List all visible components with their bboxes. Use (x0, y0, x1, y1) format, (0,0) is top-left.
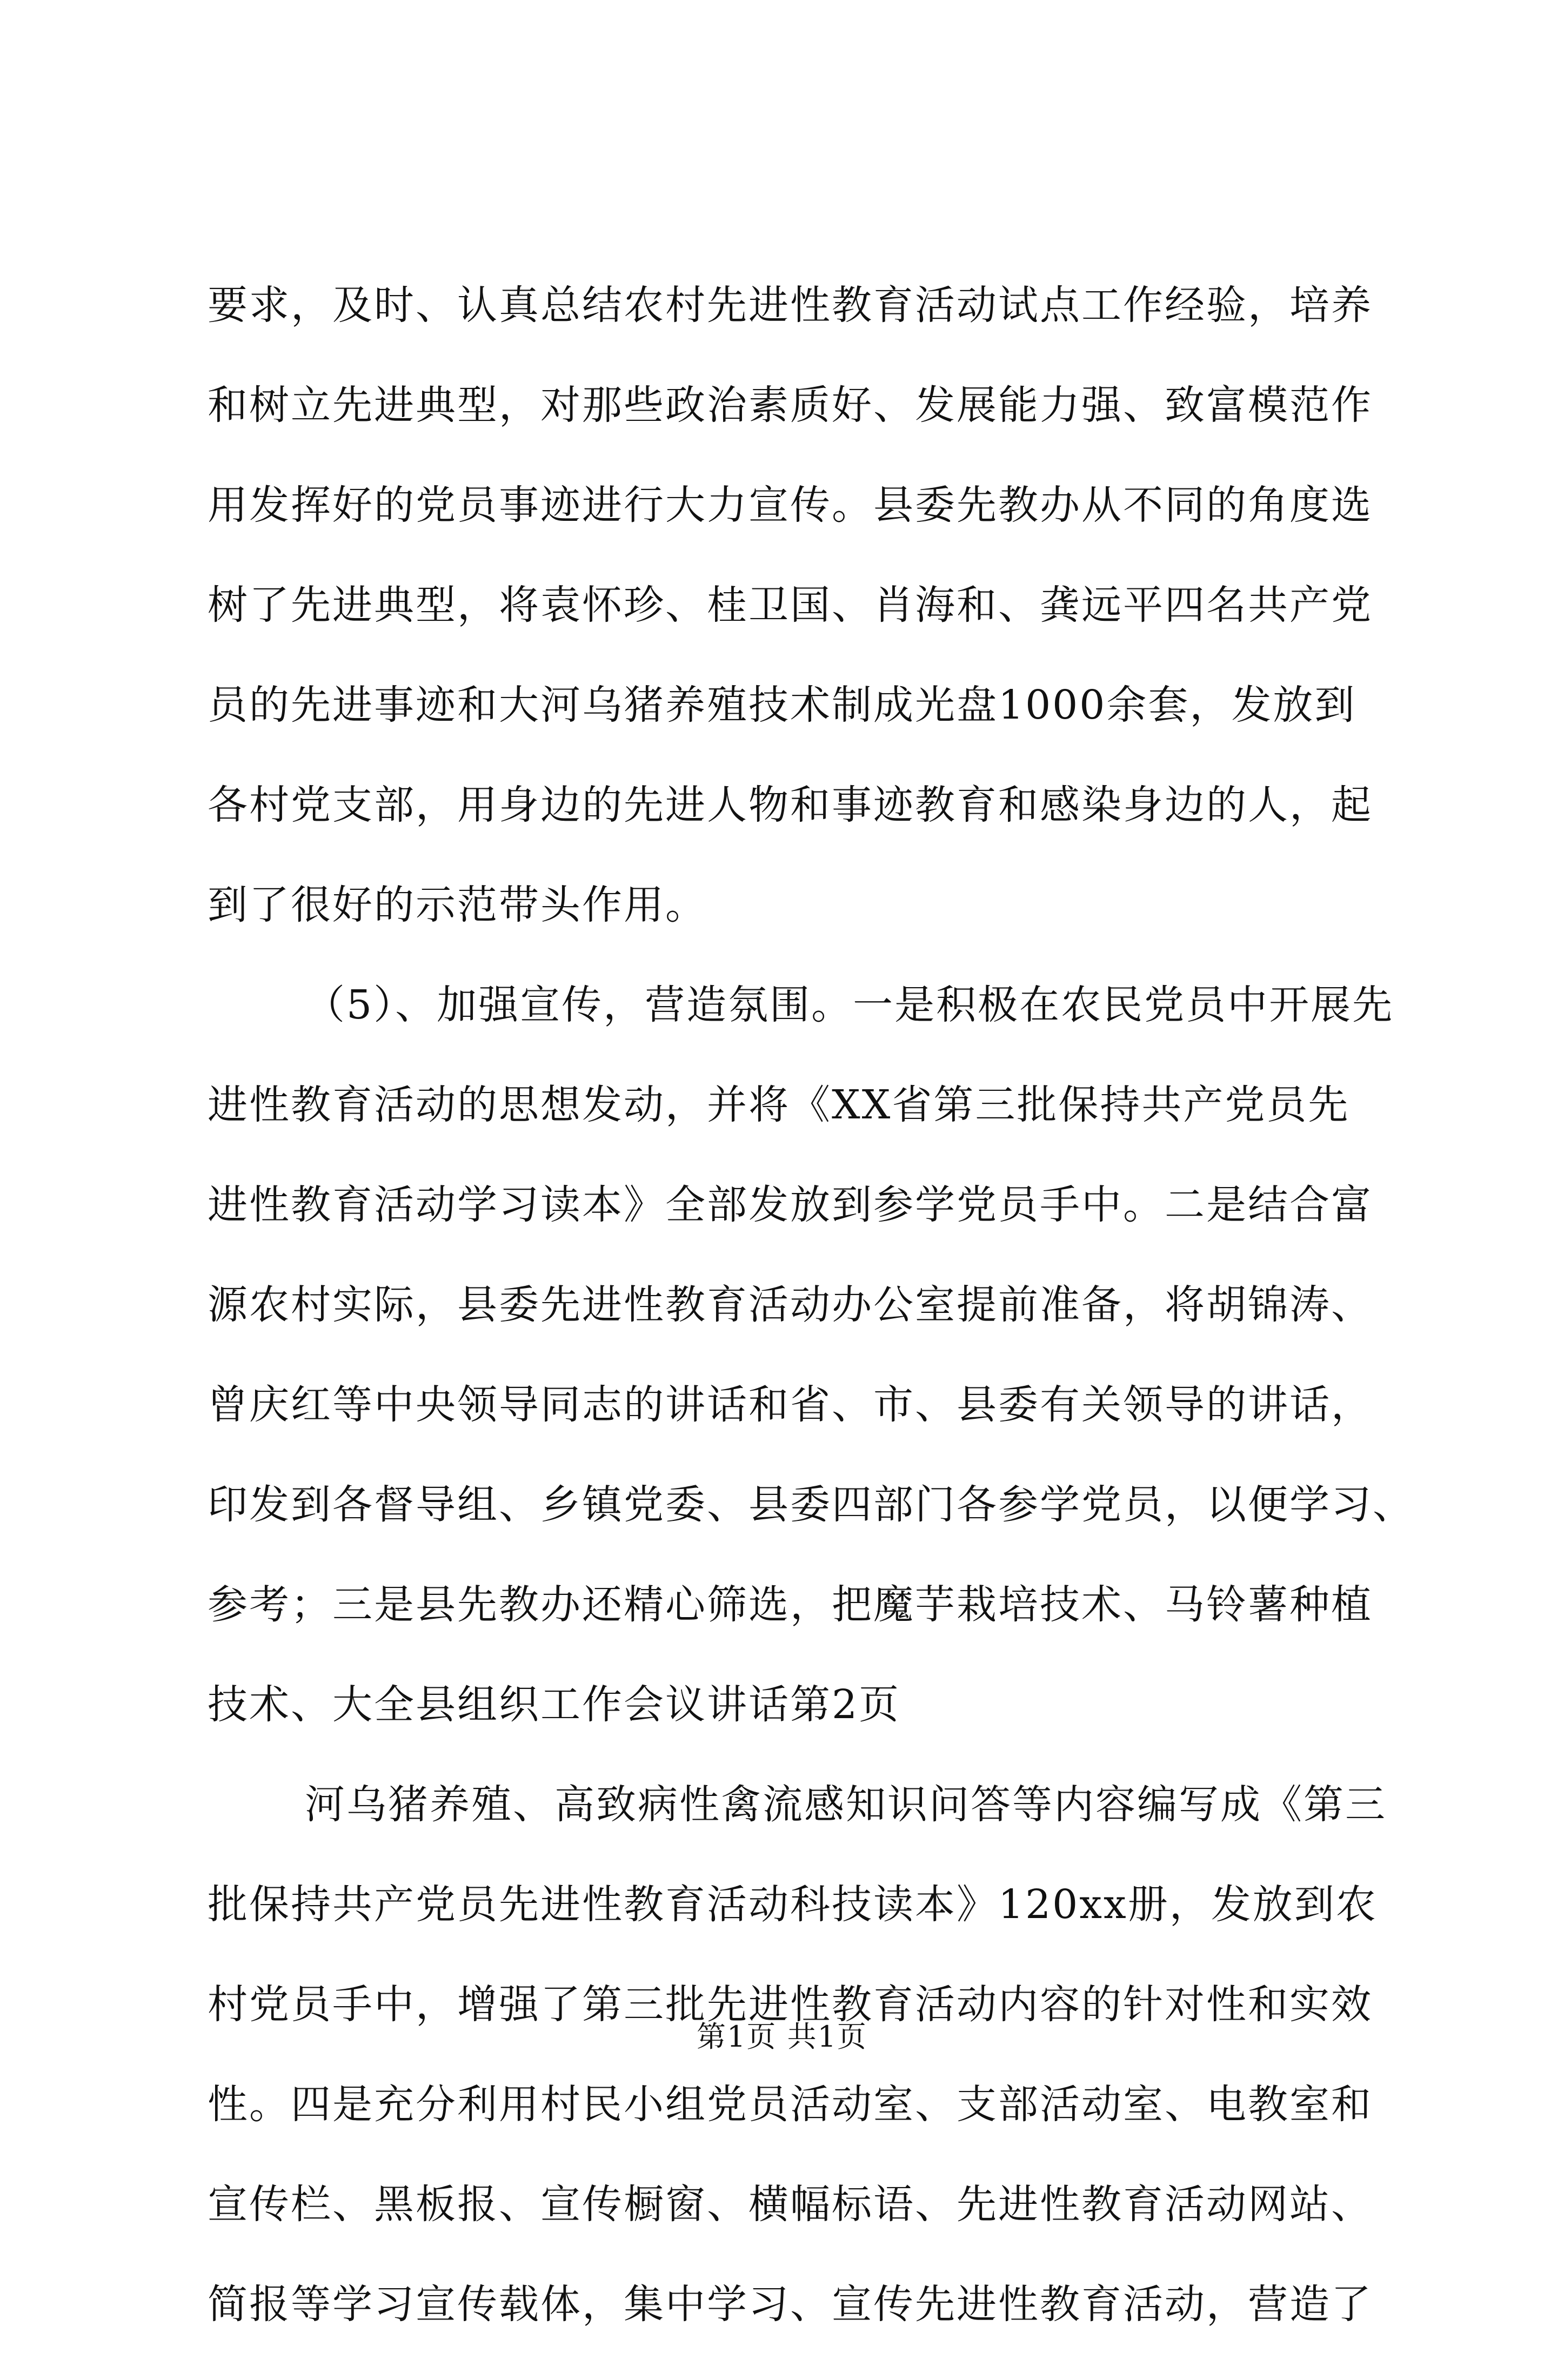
text-line: 到了很好的示范带头作用。 (208, 882, 707, 928)
text-line: 各村党支部，用身边的先进人物和事迹教育和感染身边的人，起 (208, 782, 1373, 828)
text-line: 印发到各督导组、乡镇党委、县委四部门各参学党员，以便学习、 (208, 1481, 1414, 1528)
text-line: 进性教育活动的思想发动，并将《XX省第三批保持共产党员先 (208, 1082, 1350, 1128)
page-footer: 第1页 共1页 (697, 2020, 867, 2054)
text-line: 简报等学习宣传载体，集中学习、宣传先进性教育活动，营造了 (208, 2281, 1373, 2328)
text-line: 源农村实际，县委先进性教育活动办公室提前准备，将胡锦涛、 (208, 1282, 1373, 1328)
text-line: 性。四是充分利用村民小组党员活动室、支部活动室、电教室和 (208, 2081, 1373, 2128)
text-line: 河乌猪养殖、高致病性禽流感知识问答等内容编写成《第三 (305, 1781, 1387, 1828)
text-line: 要求，及时、认真总结农村先进性教育活动试点工作经验，培养 (208, 282, 1373, 328)
text-line: 用发挥好的党员事迹进行大力宣传。县委先教办从不同的角度选 (208, 482, 1373, 528)
text-line: 宣传栏、黑板报、宣传橱窗、横幅标语、先进性教育活动网站、 (208, 2181, 1373, 2228)
text-line: 参考；三是县先教办还精心筛选，把魔芋栽培技术、马铃薯种植 (208, 1581, 1373, 1628)
text-line: 曾庆红等中央领导同志的讲话和省、市、县委有关领导的讲话， (208, 1382, 1373, 1428)
text-line: 和树立先进典型，对那些政治素质好、发展能力强、致富模范作 (208, 382, 1373, 428)
text-line: 技术、大全县组织工作会议讲话第2页 (208, 1681, 901, 1728)
text-line: 树了先进典型，将袁怀珍、桂卫国、肖海和、龚远平四名共产党 (208, 582, 1373, 628)
text-line: 进性教育活动学习读本》全部发放到参学党员手中。二是结合富 (208, 1182, 1373, 1228)
document-body (208, 281, 1414, 2380)
text-line: 村党员手中，增强了第三批先进性教育活动内容的针对性和实效 (208, 1981, 1373, 2028)
text-line: 批保持共产党员先进性教育活动科技读本》120xx册，发放到农 (208, 1881, 1378, 1928)
text-line: （5）、加强宣传，营造氛围。一是积极在农民党员中开展先 (305, 982, 1394, 1028)
text-line: 员的先进事迹和大河乌猪养殖技术制成光盘1000余套，发放到 (208, 682, 1356, 728)
